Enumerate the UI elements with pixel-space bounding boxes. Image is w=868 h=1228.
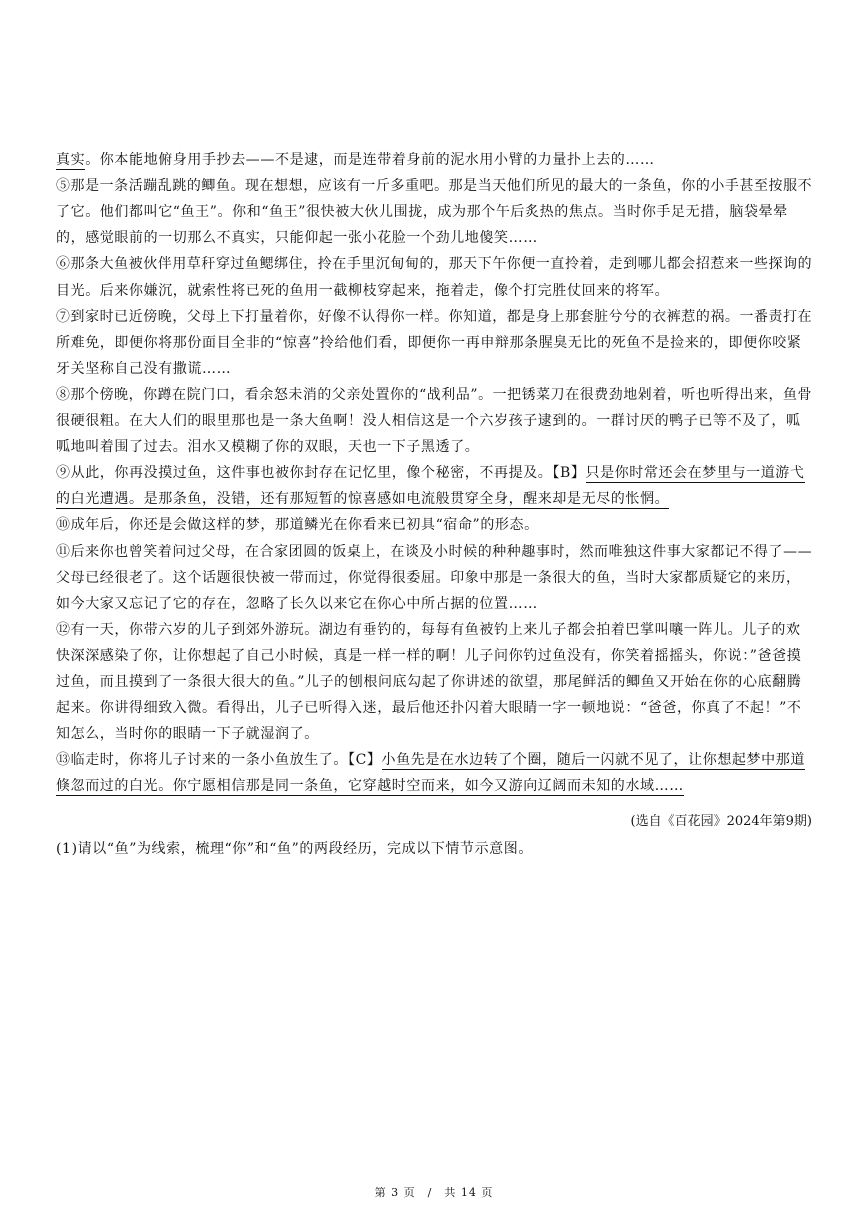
text-line (56, 411, 801, 431)
text-line (56, 254, 812, 274)
text-line (56, 646, 801, 666)
text-line (56, 568, 801, 588)
text-span: ⑧那个傍晚，你蹲在院门口，看余怒未消的父亲处置你的“战利品”。一把锈菜刀在很费劲地剁着，听也听得出来，鱼骨 (56, 386, 813, 403)
text-line (56, 698, 802, 718)
text-line (56, 776, 684, 796)
text-line (56, 594, 538, 614)
text-span: 所难免，即便你将那份面目全非的“惊喜”拎给他们看，即便你一再申辩那条腥臭无比的死鱼不是捡来的，即便你咬紧 (56, 334, 802, 351)
question-1: (1)请以“鱼”为线索，梳理“你”和“鱼”的两段经历，完成以下情节示意图。 (56, 841, 533, 857)
underlined-text: 小鱼先是在水边转了个圈，随后一闪就不见了，让你想起梦中那道 (381, 752, 805, 769)
underlined-text: 只是你时常还会在梦里与一道游弋 (585, 465, 805, 482)
text-span: 起来。你讲得细致入微。看得出，儿子已听得入迷，最后他还扑闪着大眼睛一字一顿地说：“爸爸，你真了不起！”不 (56, 700, 802, 717)
text-line (56, 515, 539, 535)
text-span: ⑬临走时，你将儿子讨来的一条小鱼放生了。【C】 (56, 752, 382, 769)
text-span: 如今大家又忘记了它的存在，忽略了长久以来它在你心中所占据的位置…… (56, 595, 538, 612)
text-span: 呱地叫着围了过去。泪水又模糊了你的双眼，天也一下子黑透了。 (56, 439, 480, 456)
text-span: 快深深感染了你，让你想起了自己小时候，真是一样一样的啊！儿子问你钓过鱼没有，你笑着摇摇头，你说：”爸爸摸 (56, 647, 802, 664)
text-line (56, 463, 805, 483)
text-line (56, 542, 812, 562)
text-line (56, 359, 231, 379)
text-span: ⑦到家时已近傍晚，父母上下打量着你，好像不认得你一样。你知道，都是身上那套脏兮兮的衣裤惹的祸。一番责打在 (56, 308, 813, 325)
text-span: 。你本能地俯身用手抄去——不是逮，而是连带着身前的泥水用小臂的力量扑上去的…… (85, 152, 655, 168)
text-span: ⑫有一天，你带六岁的儿子到郊外游玩。湖边有垂钓的，每每有鱼被钓上来儿子都会拍着巴掌叫嚷一阵儿。儿子的欢 (56, 621, 801, 638)
text-line (56, 333, 802, 353)
text-line (56, 437, 479, 457)
text-span: ⑩成年后，你还是会做这样的梦，那道鳞光在你看来已初具“宿命”的形态。 (56, 517, 539, 534)
text-line (56, 281, 669, 301)
text-span: ⑨从此，你再没摸过鱼，这件事也被你封存在记忆里，像个秘密，不再提及。【B】 (56, 465, 586, 482)
text-line (56, 228, 538, 248)
text-span: 目光。后来你嫌沉，就索性将已死的鱼用一截柳枝穿起来，拖着走，像个打完胜仗回来的将军。 (56, 282, 670, 299)
source-citation: (选自《百花园》2024年第9期) (630, 814, 812, 829)
text-span: 牙关坚称自己没有撒谎…… (56, 360, 232, 377)
text-span: 过鱼，而且摸到了一条很大很大的鱼。”儿子的刨根问底勾起了你讲述的欲望，那尾鲜活的鲫鱼又开始在你的心底翻腾 (56, 674, 802, 690)
text-span: 了它。他们都叫它“鱼王”。你和“鱼王”很快被大伙儿围拢，成为那个午后炙热的焦点。当时你手足无措，脑袋晕晕 (56, 204, 788, 221)
text-line (56, 150, 655, 170)
text-line (56, 489, 669, 509)
text-line (56, 202, 788, 222)
text-line (56, 385, 812, 405)
text-line (56, 672, 801, 692)
text-span: 知怎么，当时你的眼睛一下子就湿润了。 (56, 726, 319, 743)
text-line (56, 750, 805, 770)
text-line (56, 307, 812, 327)
text-span: ⑥那条大鱼被伙伴用草秆穿过鱼鳃绑住，拎在手里沉甸甸的，那天下午你便一直拎着，走到哪儿都会招惹来一些探询的 (56, 256, 813, 273)
text-span: ⑪后来你也曾笑着问过父母，在合家团圆的饭桌上，在谈及小时候的种种趣事时，然而唯独这件事大家都记不得了—— (56, 543, 813, 560)
underlined-text: 倏忽而过的白光。你宁愿相信那是同一条鱼，它穿越时空而来，如今又游向辽阔而未知的水域…… (56, 778, 684, 795)
text-span: 很硬很粗。在大人们的眼里那也是一条大鱼啊！没人相信这是一个六岁孩子逮到的。一群讨厌的鸭子已等不及了，呱 (56, 413, 801, 429)
text-span: 的，感觉眼前的一切那么不真实，只能仰起一张小花脸一个劲儿地傻笑…… (56, 230, 538, 247)
underlined-text: 真实 (56, 152, 86, 168)
text-line (56, 724, 319, 744)
text-span: 父母已经很老了。这个话题很快被一带而过，你觉得很委屈。印象中那是一条很大的鱼，当时大家都质疑它的来历， (56, 569, 801, 586)
text-line (56, 620, 801, 640)
underlined-text: 的白光遭遇。是那条鱼，没错，还有那短暂的惊喜感如电流般贯穿全身，醒来却是无尽的怅惘。 (56, 491, 670, 508)
text-span: ⑤那是一条活蹦乱跳的鲫鱼。现在想想，应该有一斤多重吧。那是当天他们所见的最大的一条鱼，你的小手甚至按服不 (56, 178, 813, 195)
page-footer: 第 3 页 / 共 14 页 (374, 1186, 494, 1199)
text-line (56, 176, 812, 196)
